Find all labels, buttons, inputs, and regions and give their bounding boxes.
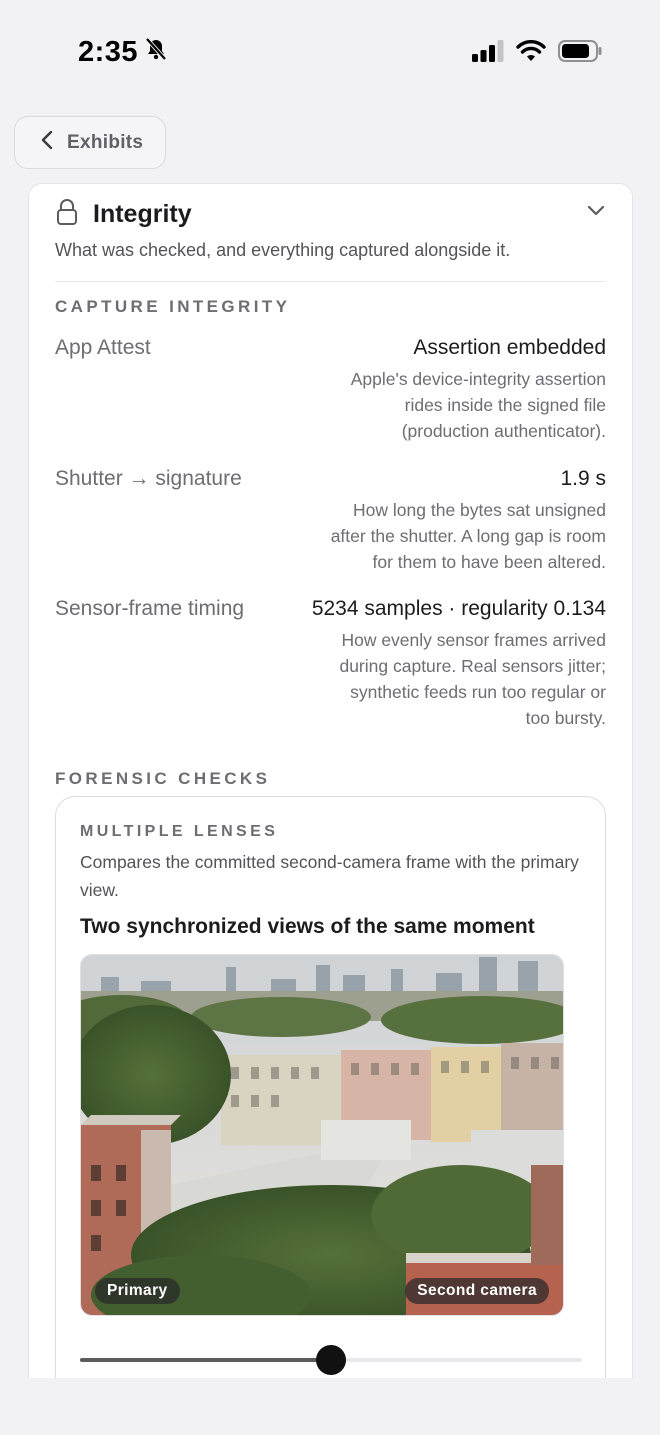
row-description: [339, 627, 606, 731]
row-description-line: Apple's device-integrity assertion: [350, 369, 606, 389]
back-button[interactable]: [14, 116, 166, 169]
battery-icon: [558, 40, 602, 67]
integrity-row-app-attest: [55, 336, 606, 446]
card-title: Integrity: [93, 200, 192, 228]
row-description-line: rides inside the signed file: [404, 395, 606, 415]
slider-thumb[interactable]: [316, 1345, 346, 1375]
wifi-icon: [516, 40, 546, 67]
multiple-lenses-description: Compares the committed second-camera frame with the primary view.: [80, 852, 579, 900]
status-time: [78, 36, 168, 69]
multiple-lenses-card: [55, 796, 606, 1435]
card-header[interactable]: [55, 198, 192, 231]
row-description-line: How evenly sensor frames arrived: [341, 630, 606, 650]
camera-comparison-image[interactable]: [80, 954, 564, 1316]
section-label-capture-integrity: CAPTURE INTEGRITY: [55, 297, 291, 316]
second-camera-chip: Second camera: [405, 1278, 549, 1304]
integrity-card: [28, 183, 633, 1435]
row-description-line: (production authenticator).: [401, 421, 606, 441]
row-value: Assertion embedded: [413, 336, 606, 359]
comparison-slider[interactable]: [80, 1345, 582, 1375]
bottom-safe-area: [0, 1378, 660, 1435]
row-label: Shutter → signature: [55, 467, 242, 490]
back-button-label: Exhibits: [67, 131, 144, 153]
section-label-forensic-checks: FORENSIC CHECKS: [55, 769, 271, 788]
multiple-lenses-heading: Two synchronized views of the same moment: [80, 915, 535, 938]
bell-slash-icon: [144, 36, 168, 69]
primary-camera-chip: Primary: [95, 1278, 180, 1304]
cellular-signal-icon: [472, 40, 504, 67]
city-photo: [81, 955, 564, 1316]
integrity-row-shutter-signature: [55, 467, 606, 577]
lock-icon: [55, 198, 79, 231]
chevron-left-icon: [41, 130, 53, 155]
row-description-line: How long the bytes sat unsigned: [353, 500, 606, 520]
row-description-line: too bursty.: [525, 708, 606, 728]
row-description-line: after the shutter. A long gap is room: [330, 526, 606, 546]
row-description-line: during capture. Real sensors jitter;: [339, 656, 606, 676]
row-description-line: for them to have been altered.: [372, 552, 606, 572]
divider: [55, 281, 606, 282]
slider-fill: [80, 1358, 331, 1362]
row-description: [331, 497, 606, 575]
clock: 2:35: [78, 36, 139, 68]
row-value: 5234 samples · regularity 0.134: [311, 597, 606, 620]
integrity-row-sensor-frame-timing: [55, 597, 606, 737]
row-value: 1.9 s: [560, 467, 606, 490]
status-indicators: [472, 40, 602, 67]
row-label: App Attest: [55, 336, 151, 359]
chevron-down-icon[interactable]: [586, 204, 606, 223]
status-bar: [0, 0, 660, 100]
row-description-line: synthetic feeds run too regular or: [350, 682, 606, 702]
row-label: Sensor-frame timing: [55, 597, 245, 620]
multiple-lenses-label: MULTIPLE LENSES: [80, 823, 279, 840]
card-subtitle: What was checked, and everything captured alongside it.: [55, 240, 511, 260]
row-description: [351, 366, 606, 444]
